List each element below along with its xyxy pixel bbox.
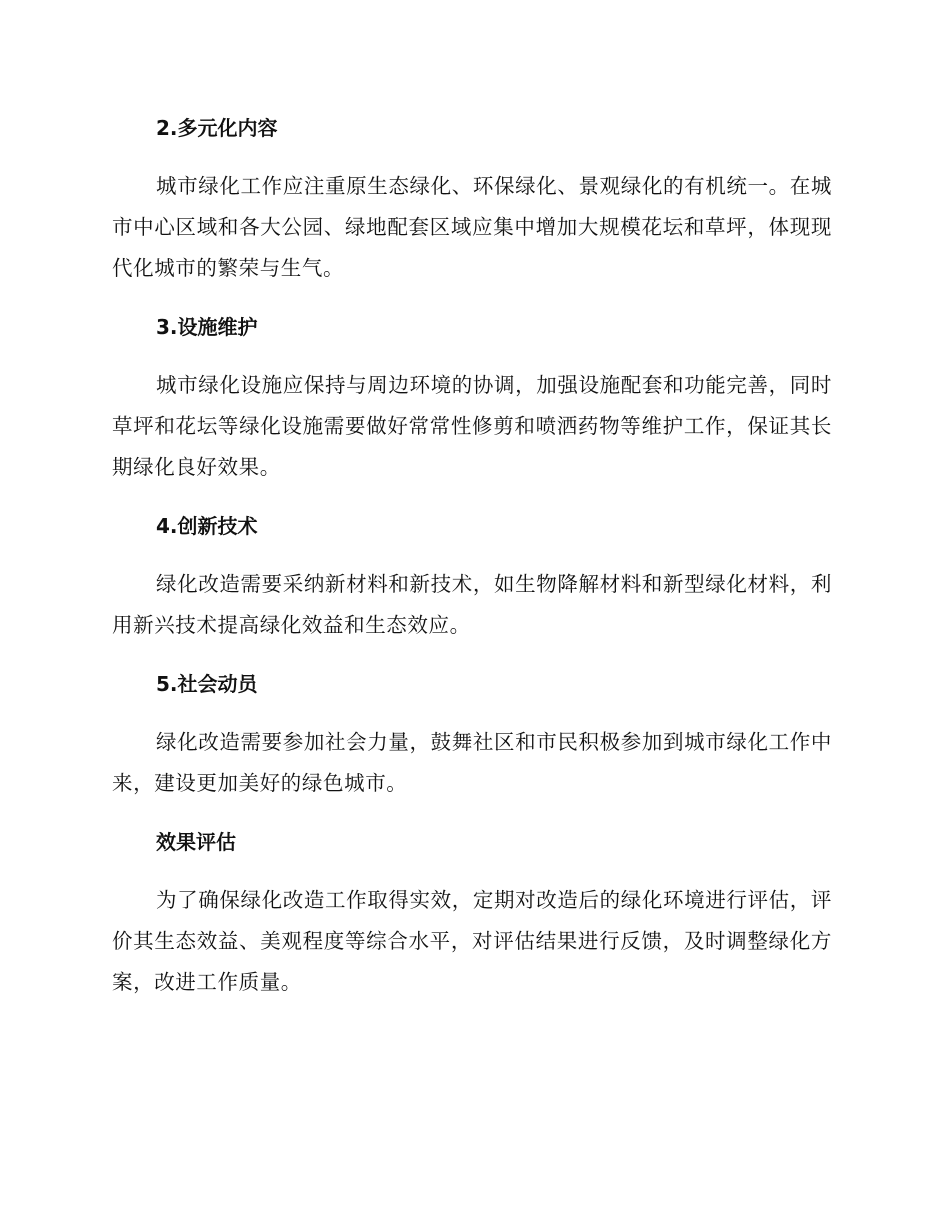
section-facility-maintenance: [112, 307, 832, 488]
section-diversified-content: [112, 108, 832, 289]
section-innovative-technology: [112, 506, 832, 646]
section-heading: 3.设施维护: [156, 315, 258, 339]
section-effect-evaluation: [112, 822, 832, 1003]
section-social-mobilization: [112, 664, 832, 804]
section-paragraph: 城市绿化工作应注重原生态绿化、环保绿化、景观绿化的有机统一。在城市中心区域和各大公园、绿地配套区域应集中增加大规模花坛和草坪，体现现代化城市的繁荣与生气。: [112, 174, 832, 280]
section-paragraph: 城市绿化设施应保持与周边环境的协调，加强设施配套和功能完善，同时草坪和花坛等绿化设施需要做好常常性修剪和喷洒药物等维护工作，保证其长期绿化良好效果。: [112, 373, 832, 479]
section-heading: 5.社会动员: [156, 672, 258, 696]
section-paragraph: 为了确保绿化改造工作取得实效，定期对改造后的绿化环境进行评估，评价其生态效益、美观程度等综合水平，对评估结果进行反馈，及时调整绿化方案，改进工作质量。: [112, 888, 832, 994]
section-paragraph: 绿化改造需要采纳新材料和新技术，如生物降解材料和新型绿化材料，利用新兴技术提高绿化效益和生态效应。: [112, 572, 832, 637]
section-heading: 4.创新技术: [156, 514, 258, 538]
section-heading: 效果评估: [156, 830, 236, 854]
section-heading: 2.多元化内容: [156, 116, 278, 140]
section-paragraph: 绿化改造需要参加社会力量，鼓舞社区和市民积极参加到城市绿化工作中来，建设更加美好的绿色城市。: [112, 730, 832, 795]
